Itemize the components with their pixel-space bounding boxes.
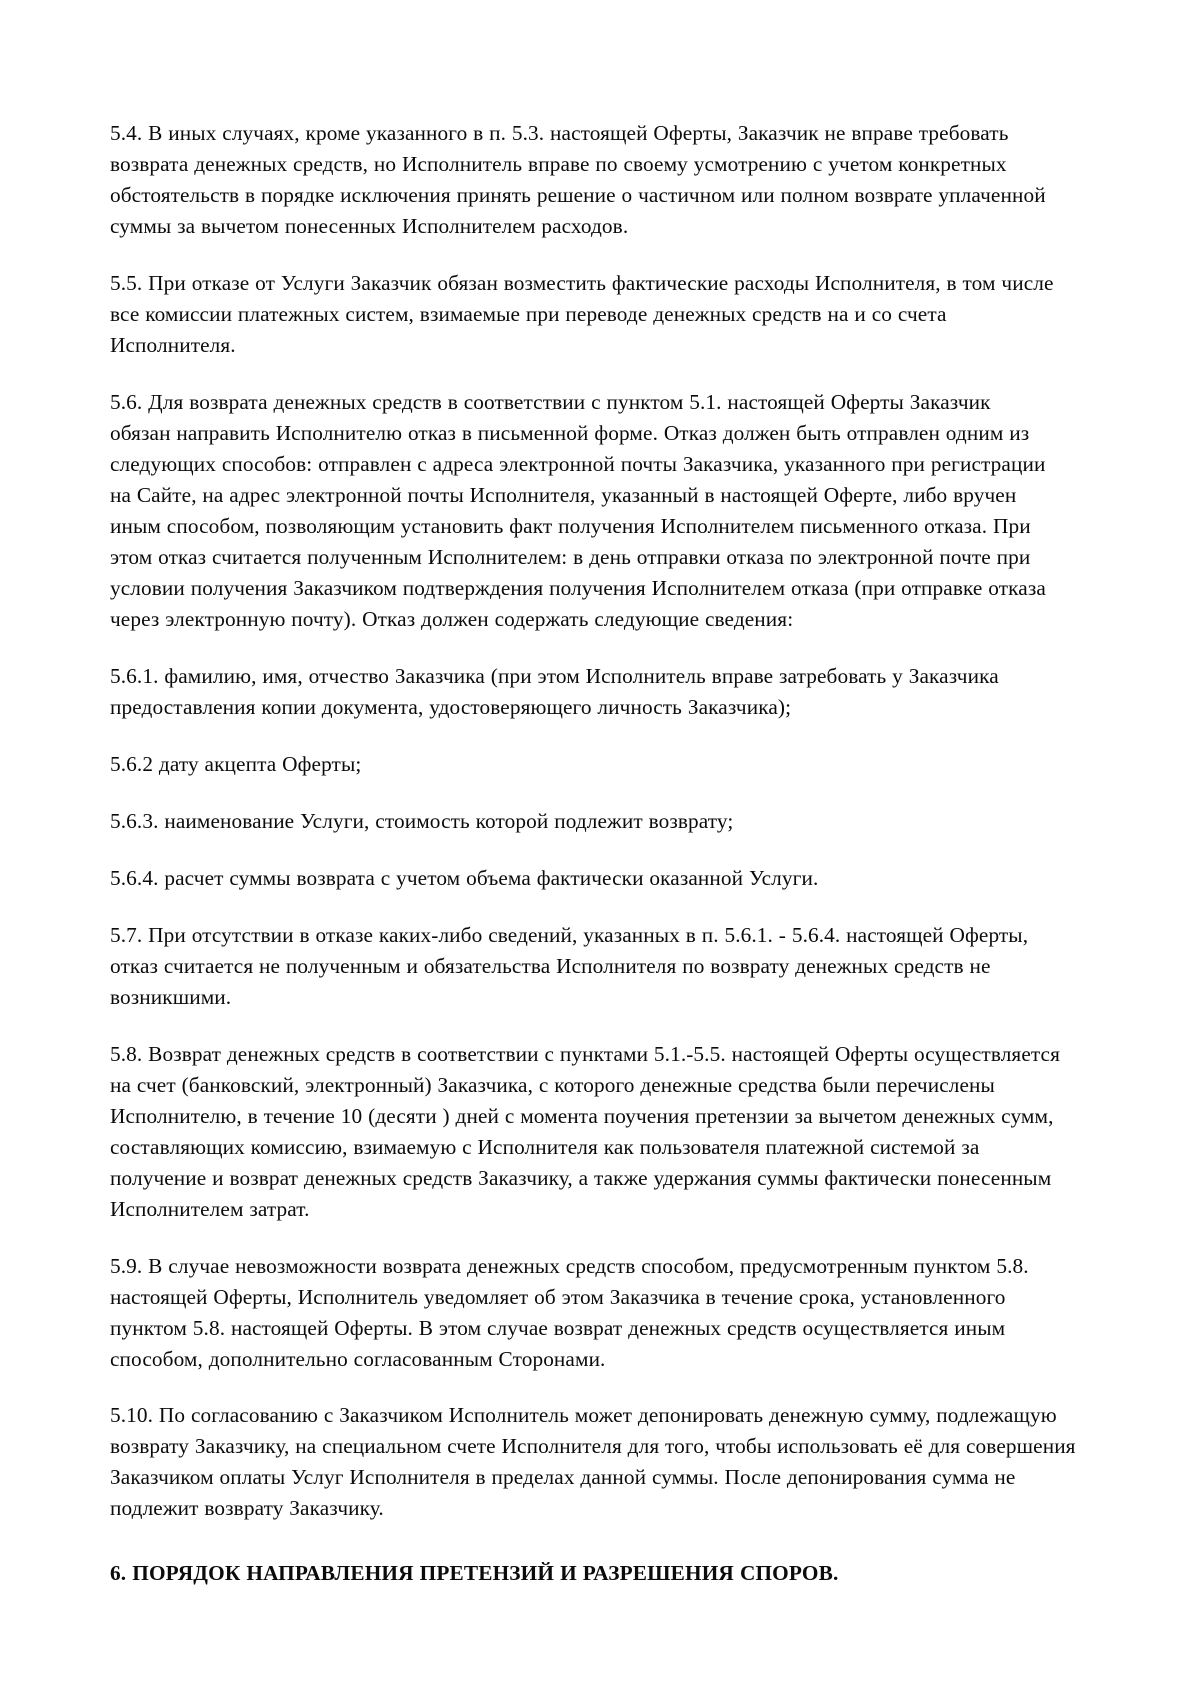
clause-paragraph-5-9: 5.9. В случае невозможности возврата денежных средств способом, предусмотренным пунктом 5.8. настоящей Оферты, Исполнитель уведомляет об этом Заказчика в течение срока, установленного пунктом 5.8. настоящей Оферты. В этом случае возврат денежных средств осуществляется иным способом, дополнительно согласованным Сторонами. [110, 1253, 1029, 1371]
section-heading-6: 6. ПОРЯДОК НАПРАВЛЕНИЯ ПРЕТЕНЗИЙ И РАЗРЕШЕНИЯ СПОРОВ. [110, 1561, 839, 1586]
clause-paragraph-5-5: 5.5. При отказе от Услуги Заказчик обязан возместить фактические расходы Исполнителя, в том числе все комиссии платежных систем, взимаемые при переводе денежных средств на и со счета Исполнителя. [110, 270, 1054, 357]
clause-paragraph-5-6-3: 5.6.3. наименование Услуги, стоимость которой подлежит возврату; [110, 808, 734, 833]
clause-paragraph-5-7: 5.7. При отсутствии в отказе каких-либо сведений, указанных в п. 5.6.1. - 5.6.4. настоящей Оферты, отказ считается не полученным и обязательства Исполнителя по возврату денежных средств не возникшими. [110, 922, 1029, 1009]
clause-paragraph-5-6-4: 5.6.4. расчет суммы возврата с учетом объема фактически оказанной Услуги. [110, 865, 819, 890]
clause-paragraph-5-6: 5.6. Для возврата денежных средств в соответствии с пунктом 5.1. настоящей Оферты Заказчик обязан направить Исполнителю отказ в письменной форме. Отказ должен быть отправлен одним из следующих способов: отправлен с адреса электронной почты Заказчика, указанного при регистрации на Сайте, на адрес электронной почты Исполнителя, указанный в настоящей Оферте, либо вручен иным способом, позволяющим установить факт получения Исполнителем письменного отказа. При этом отказ считается полученным Исполнителем: в день отправки отказа по электронной почте при условии получения Заказчиком подтверждения получения Исполнителем отказа (при отправке отказа через электронную почту). Отказ должен содержать следующие сведения: [110, 389, 1046, 631]
clause-paragraph-5-8: 5.8. Возврат денежных средств в соответствии с пунктами 5.1.-5.5. настоящей Оферты осуществляется на счет (банковский, электронный) Заказчика, с которого денежные средства были перечислены Исполнителю, в течение 10 (десяти ) дней с момента поучения претензии за вычетом денежных сумм, составляющих комиссию, взимаемую с Исполнителя как пользователя платежной системой за получение и возврат денежных средств Заказчику, а также удержания суммы фактически понесенным Исполнителем затрат. [110, 1041, 1060, 1221]
document-body [110, 118, 1078, 1589]
clause-paragraph-5-4: 5.4. В иных случаях, кроме указанного в п. 5.3. настоящей Оферты, Заказчик не вправе требовать возврата денежных средств, но Исполнитель вправе по своему усмотрению с учетом конкретных обстоятельств в порядке исключения принять решение о частичном или полном возврате уплаченной суммы за вычетом понесенных Исполнителем расходов. [110, 121, 1046, 238]
clause-paragraph-5-6-2: 5.6.2 дату акцепта Оферты; [110, 751, 362, 776]
clause-paragraph-5-10: 5.10. По согласованию с Заказчиком Исполнитель может депонировать денежную сумму, подлежащую возврату Заказчику, на специальном счете Исполнителя для того, чтобы использовать её для совершения Заказчиком оплаты Услуг Исполнителя в пределах данной суммы. После депонирования сумма не подлежит возврату Заказчику. [110, 1403, 1076, 1521]
clause-paragraph-5-6-1: 5.6.1. фамилию, имя, отчество Заказчика (при этом Исполнитель вправе затребовать у Заказчика предоставления копии документа, удостоверяющего личность Заказчика); [110, 663, 999, 719]
